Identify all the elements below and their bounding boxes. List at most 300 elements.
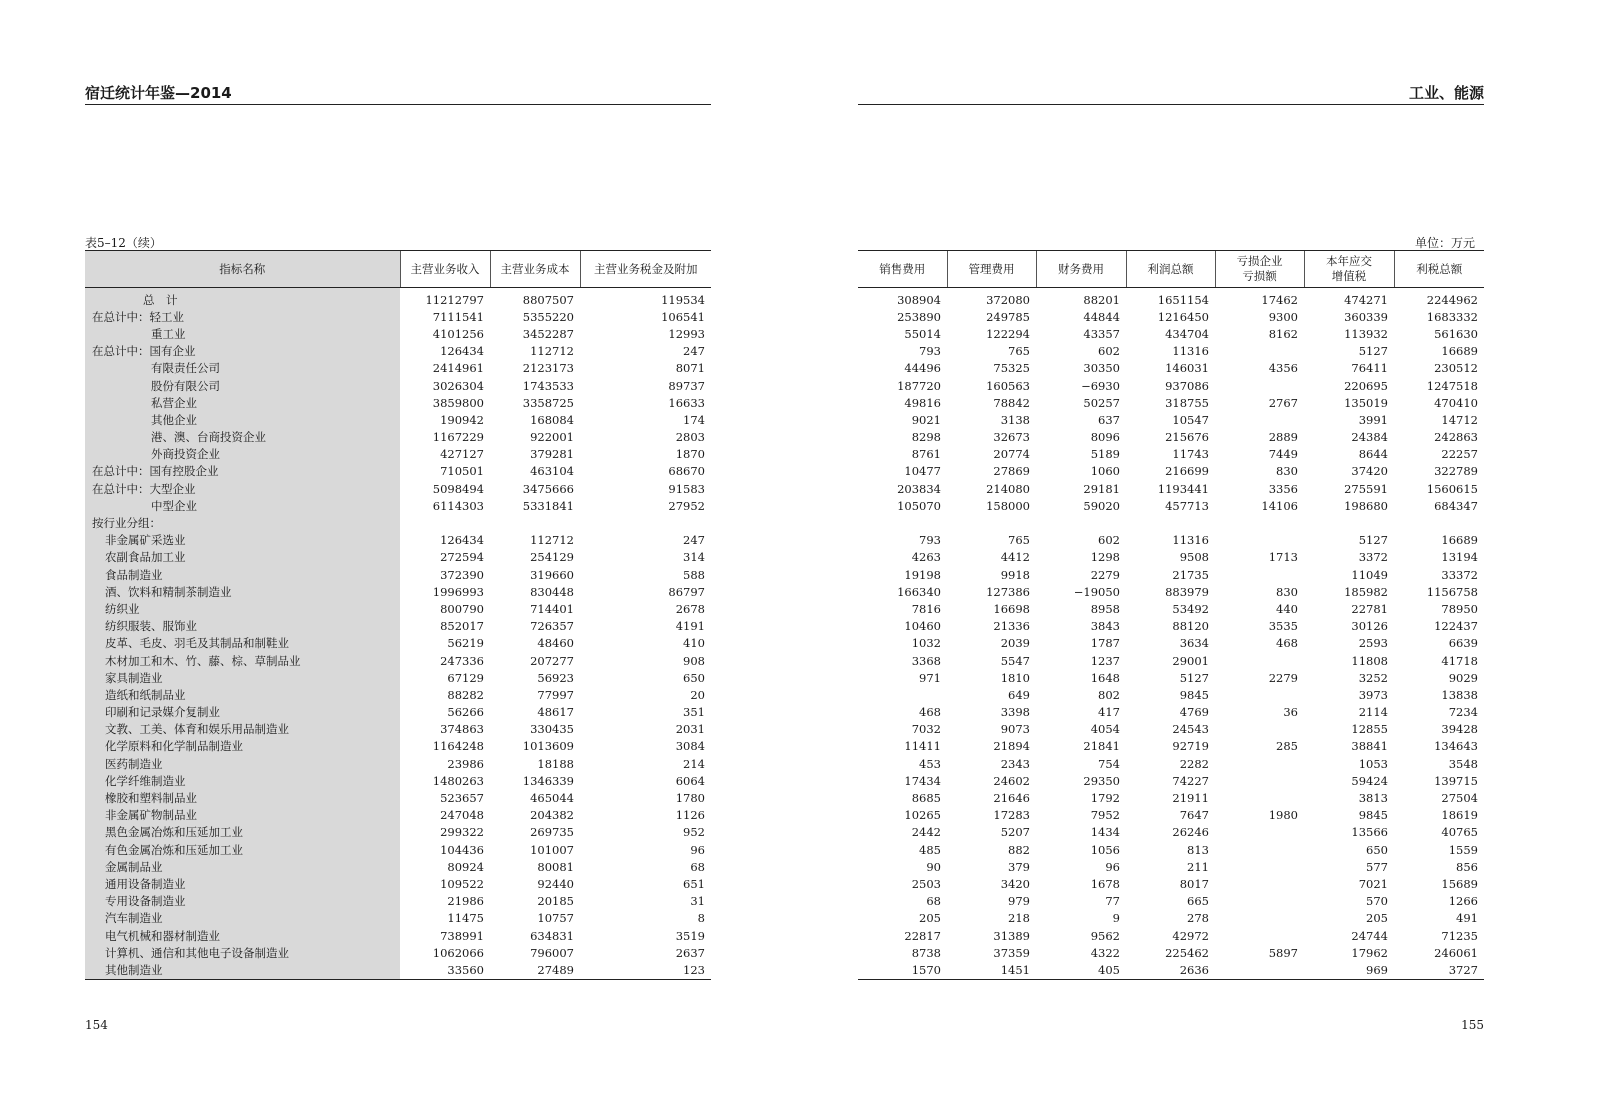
value-cell bbox=[1215, 514, 1304, 531]
value-cell: 1683332 bbox=[1426, 309, 1478, 324]
value-cell: 1060 bbox=[1090, 464, 1120, 479]
value-cell: 1247518 bbox=[1426, 378, 1478, 393]
value-cell: 8 bbox=[697, 911, 705, 926]
value-cell: 92440 bbox=[537, 876, 574, 891]
table-row bbox=[85, 944, 711, 961]
value-cell: 113932 bbox=[1344, 326, 1388, 341]
value-cell: 12855 bbox=[1351, 722, 1388, 737]
value-cell: 852017 bbox=[440, 619, 484, 634]
value-cell: 374863 bbox=[440, 722, 484, 737]
indicator-name: 港、澳、台商投资企业 bbox=[85, 429, 400, 446]
value-cell bbox=[1215, 858, 1304, 875]
table-row bbox=[85, 549, 711, 566]
value-cell: 8017 bbox=[1179, 876, 1209, 891]
header-rule-right bbox=[858, 104, 1484, 105]
value-cell: 105070 bbox=[897, 498, 941, 513]
indicator-name: 在总计中：轻工业 bbox=[85, 308, 400, 325]
value-cell: 112712 bbox=[530, 344, 574, 359]
value-cell: 56266 bbox=[447, 705, 484, 720]
indicator-name: 黑色金属冶炼和压延加工业 bbox=[85, 824, 400, 841]
value-cell: 190942 bbox=[440, 412, 484, 427]
value-cell: 372390 bbox=[440, 567, 484, 582]
value-cell: 5355220 bbox=[522, 309, 574, 324]
indicator-name: 中型企业 bbox=[85, 497, 400, 514]
value-cell: 2767 bbox=[1268, 395, 1298, 410]
value-cell: 5098494 bbox=[432, 481, 484, 496]
value-cell: 649 bbox=[1008, 687, 1030, 702]
value-cell: 4769 bbox=[1179, 705, 1209, 720]
value-cell: 1980 bbox=[1268, 808, 1298, 823]
value-cell: 230512 bbox=[1434, 361, 1478, 376]
value-cell: 3973 bbox=[1358, 687, 1388, 702]
indicator-name: 纺织服装、服饰业 bbox=[85, 618, 400, 635]
table-row bbox=[858, 824, 1484, 841]
value-cell: 24602 bbox=[993, 773, 1030, 788]
value-cell: 27504 bbox=[1441, 791, 1478, 806]
value-cell: 2282 bbox=[1179, 756, 1209, 771]
value-cell: 55014 bbox=[904, 326, 941, 341]
value-cell: 3372 bbox=[1358, 550, 1388, 565]
value-cell: 7449 bbox=[1268, 447, 1298, 462]
value-cell: 278 bbox=[1187, 911, 1209, 926]
table-row bbox=[85, 360, 711, 377]
table-row bbox=[858, 772, 1484, 789]
value-cell: 91583 bbox=[668, 481, 705, 496]
value-cell: 43357 bbox=[1083, 326, 1120, 341]
value-cell: 22817 bbox=[904, 928, 941, 943]
table-row bbox=[85, 927, 711, 944]
value-cell: 139715 bbox=[1434, 773, 1478, 788]
column-header: 财务费用 bbox=[1036, 251, 1126, 288]
table-row bbox=[858, 514, 1484, 531]
value-cell bbox=[1215, 411, 1304, 428]
value-cell: 8298 bbox=[911, 430, 941, 445]
value-cell: 2279 bbox=[1268, 670, 1298, 685]
value-cell: 2636 bbox=[1126, 961, 1215, 979]
value-cell: 11808 bbox=[1351, 653, 1388, 668]
value-cell: 3420 bbox=[1000, 876, 1030, 891]
value-cell: 123 bbox=[580, 961, 711, 979]
value-cell: 405 bbox=[1036, 961, 1126, 979]
value-cell: 269735 bbox=[530, 825, 574, 840]
value-cell: 570 bbox=[1366, 894, 1388, 909]
left-data-table bbox=[85, 250, 711, 980]
value-cell: 19198 bbox=[904, 567, 941, 582]
indicator-name: 按行业分组： bbox=[85, 514, 400, 531]
value-cell: 2803 bbox=[675, 430, 705, 445]
value-cell: 7647 bbox=[1179, 808, 1209, 823]
column-header: 本年应交 增值税 bbox=[1304, 251, 1394, 288]
value-cell: 4191 bbox=[675, 619, 705, 634]
value-cell: 10460 bbox=[904, 619, 941, 634]
value-cell: 216699 bbox=[1165, 464, 1209, 479]
indicator-name: 化学纤维制造业 bbox=[85, 772, 400, 789]
value-cell bbox=[1394, 514, 1484, 531]
value-cell: 793 bbox=[919, 533, 941, 548]
value-cell: 1451 bbox=[947, 961, 1036, 979]
indicator-name: 其他制造业 bbox=[85, 961, 400, 979]
value-cell: 9508 bbox=[1179, 550, 1209, 565]
value-cell: 22257 bbox=[1441, 447, 1478, 462]
indicator-name: 在总计中：大型企业 bbox=[85, 480, 400, 497]
value-cell bbox=[400, 514, 490, 531]
value-cell: 80924 bbox=[447, 859, 484, 874]
value-cell: 30126 bbox=[1351, 619, 1388, 634]
value-cell: −6930 bbox=[1081, 378, 1120, 393]
table-row bbox=[858, 704, 1484, 721]
table-row bbox=[858, 549, 1484, 566]
value-cell: 1810 bbox=[1000, 670, 1030, 685]
value-cell: 1480263 bbox=[432, 773, 484, 788]
value-cell: 1126 bbox=[675, 808, 705, 823]
table-row bbox=[85, 824, 711, 841]
table-row bbox=[858, 875, 1484, 892]
value-cell: 3452287 bbox=[522, 326, 574, 341]
value-cell bbox=[1215, 532, 1304, 549]
indicator-name: 在总计中：国有企业 bbox=[85, 343, 400, 360]
value-cell: 588 bbox=[683, 567, 705, 582]
indicator-name: 印刷和记录媒介复制业 bbox=[85, 704, 400, 721]
value-cell: 88282 bbox=[447, 687, 484, 702]
value-cell: 410 bbox=[683, 636, 705, 651]
value-cell: 31389 bbox=[993, 928, 1030, 943]
value-cell: 68 bbox=[926, 894, 941, 909]
value-cell: 112712 bbox=[530, 533, 574, 548]
table-row bbox=[85, 635, 711, 652]
value-cell: 1013609 bbox=[522, 739, 574, 754]
value-cell: 10477 bbox=[904, 464, 941, 479]
value-cell bbox=[1215, 910, 1304, 927]
value-cell: 17283 bbox=[993, 808, 1030, 823]
value-cell: 67129 bbox=[447, 670, 484, 685]
value-cell: 127386 bbox=[986, 584, 1030, 599]
value-cell: 7234 bbox=[1448, 705, 1478, 720]
value-cell: 44844 bbox=[1083, 309, 1120, 324]
value-cell: 204382 bbox=[530, 808, 574, 823]
value-cell bbox=[1215, 927, 1304, 944]
value-cell: 1062066 bbox=[432, 945, 484, 960]
value-cell: 650 bbox=[683, 670, 705, 685]
value-cell: 253890 bbox=[897, 309, 941, 324]
value-cell: 830 bbox=[1276, 584, 1298, 599]
value-cell: 42972 bbox=[1172, 928, 1209, 943]
value-cell: 3398 bbox=[1000, 705, 1030, 720]
value-cell: 684347 bbox=[1434, 498, 1478, 513]
value-cell: 1792 bbox=[1090, 791, 1120, 806]
value-cell: 214 bbox=[683, 756, 705, 771]
value-cell: 457713 bbox=[1165, 498, 1209, 513]
table-row bbox=[85, 583, 711, 600]
value-cell: 4054 bbox=[1090, 722, 1120, 737]
value-cell: 1237 bbox=[1090, 653, 1120, 668]
value-cell: 485 bbox=[919, 842, 941, 857]
table-row bbox=[858, 944, 1484, 961]
value-cell: 830448 bbox=[530, 584, 574, 599]
value-cell: 9845 bbox=[1358, 808, 1388, 823]
value-cell: 16698 bbox=[993, 601, 1030, 616]
value-cell: 146031 bbox=[1165, 361, 1209, 376]
value-cell bbox=[1215, 652, 1304, 669]
value-cell: 166340 bbox=[897, 584, 941, 599]
value-cell: 53492 bbox=[1172, 601, 1209, 616]
value-cell: 1996993 bbox=[432, 584, 484, 599]
value-cell: 577 bbox=[1366, 859, 1388, 874]
value-cell: 21336 bbox=[993, 619, 1030, 634]
value-cell bbox=[1215, 961, 1304, 979]
value-cell: 1167229 bbox=[432, 430, 484, 445]
table-row bbox=[858, 652, 1484, 669]
table-row bbox=[858, 411, 1484, 428]
value-cell: 9300 bbox=[1268, 309, 1298, 324]
indicator-name: 股份有限公司 bbox=[85, 377, 400, 394]
table-row bbox=[858, 961, 1484, 979]
value-cell: 5127 bbox=[1358, 344, 1388, 359]
value-cell: 96 bbox=[690, 842, 705, 857]
value-cell: 16689 bbox=[1441, 344, 1478, 359]
value-cell: 13838 bbox=[1441, 687, 1478, 702]
value-cell: 2123173 bbox=[522, 361, 574, 376]
page-number-right: 155 bbox=[1461, 1018, 1484, 1032]
value-cell: 2593 bbox=[1358, 636, 1388, 651]
value-cell: 158000 bbox=[986, 498, 1030, 513]
value-cell: 211 bbox=[1187, 859, 1209, 874]
value-cell: 322789 bbox=[1434, 464, 1478, 479]
value-cell: 17434 bbox=[904, 773, 941, 788]
value-cell: 561630 bbox=[1434, 326, 1478, 341]
value-cell bbox=[1215, 721, 1304, 738]
value-cell: 3252 bbox=[1358, 670, 1388, 685]
value-cell: 3548 bbox=[1448, 756, 1478, 771]
value-cell: 738991 bbox=[440, 928, 484, 943]
value-cell: 5127 bbox=[1179, 670, 1209, 685]
value-cell: 21894 bbox=[993, 739, 1030, 754]
value-cell: 351 bbox=[683, 705, 705, 720]
value-cell: 205 bbox=[1366, 911, 1388, 926]
value-cell bbox=[1215, 824, 1304, 841]
value-cell: 11049 bbox=[1351, 567, 1388, 582]
indicator-name: 造纸和纸制品业 bbox=[85, 686, 400, 703]
value-cell: 14106 bbox=[1261, 498, 1298, 513]
table-row bbox=[85, 394, 711, 411]
value-cell: 78842 bbox=[993, 395, 1030, 410]
value-cell bbox=[1215, 566, 1304, 583]
value-cell: 453 bbox=[919, 756, 941, 771]
value-cell: 11316 bbox=[1172, 533, 1209, 548]
value-cell: 765 bbox=[1008, 533, 1030, 548]
value-cell: 602 bbox=[1098, 533, 1120, 548]
indicator-name: 皮革、毛皮、羽毛及其制品和制鞋业 bbox=[85, 635, 400, 652]
value-cell: 1156758 bbox=[1426, 584, 1478, 599]
value-cell: 205 bbox=[919, 911, 941, 926]
value-cell: 318755 bbox=[1165, 395, 1209, 410]
value-cell: 174 bbox=[683, 412, 705, 427]
value-cell bbox=[1036, 514, 1126, 531]
value-cell: 203834 bbox=[897, 481, 941, 496]
value-cell: 1434 bbox=[1090, 825, 1120, 840]
value-cell: 796007 bbox=[530, 945, 574, 960]
value-cell: 952 bbox=[683, 825, 705, 840]
value-cell: 7952 bbox=[1090, 808, 1120, 823]
value-cell: 80081 bbox=[537, 859, 574, 874]
value-cell: 214080 bbox=[986, 481, 1030, 496]
value-cell: 1298 bbox=[1090, 550, 1120, 565]
value-cell: 2039 bbox=[1000, 636, 1030, 651]
table-row bbox=[858, 532, 1484, 549]
value-cell: 59020 bbox=[1083, 498, 1120, 513]
table-row bbox=[85, 325, 711, 342]
value-cell: 96 bbox=[1105, 859, 1120, 874]
value-cell: 979 bbox=[1008, 894, 1030, 909]
value-cell: 12993 bbox=[668, 326, 705, 341]
value-cell: 29350 bbox=[1083, 773, 1120, 788]
value-cell: 8807507 bbox=[522, 292, 574, 307]
value-cell: 5547 bbox=[1000, 653, 1030, 668]
value-cell: 3084 bbox=[675, 739, 705, 754]
value-cell bbox=[1215, 686, 1304, 703]
running-header-left: 宿迁统计年鉴—2014 bbox=[85, 84, 232, 102]
indicator-name: 橡胶和塑料制品业 bbox=[85, 789, 400, 806]
value-cell: 126434 bbox=[440, 344, 484, 359]
column-header: 主营业务税金及附加 bbox=[580, 251, 711, 288]
value-cell: 11316 bbox=[1172, 344, 1209, 359]
value-cell: 3519 bbox=[675, 928, 705, 943]
value-cell: 465044 bbox=[530, 791, 574, 806]
value-cell: 49816 bbox=[904, 395, 941, 410]
value-cell: 319660 bbox=[530, 567, 574, 582]
table-row bbox=[858, 910, 1484, 927]
indicator-name: 家具制造业 bbox=[85, 669, 400, 686]
value-cell: 308904 bbox=[897, 292, 941, 307]
value-cell: 440 bbox=[1276, 601, 1298, 616]
indicator-name: 文教、工美、体育和娱乐用品制造业 bbox=[85, 721, 400, 738]
value-cell: 17962 bbox=[1351, 945, 1388, 960]
table-row bbox=[858, 686, 1484, 703]
value-cell bbox=[1215, 789, 1304, 806]
value-cell: 2889 bbox=[1268, 430, 1298, 445]
value-cell: 3859800 bbox=[432, 395, 484, 410]
indicator-name: 纺织业 bbox=[85, 600, 400, 617]
value-cell: 9029 bbox=[1448, 670, 1478, 685]
value-cell: 3535 bbox=[1268, 619, 1298, 634]
table-row bbox=[85, 652, 711, 669]
value-cell bbox=[490, 514, 580, 531]
value-cell: 134643 bbox=[1434, 739, 1478, 754]
value-cell: 1053 bbox=[1358, 756, 1388, 771]
value-cell: 74227 bbox=[1172, 773, 1209, 788]
table-row bbox=[85, 600, 711, 617]
left-table-header bbox=[85, 251, 711, 288]
table-row bbox=[85, 497, 711, 514]
value-cell: 1559 bbox=[1448, 842, 1478, 857]
table-row bbox=[858, 635, 1484, 652]
table-row bbox=[85, 807, 711, 824]
value-cell: 36 bbox=[1283, 705, 1298, 720]
value-cell: 1648 bbox=[1090, 670, 1120, 685]
value-cell: 922001 bbox=[530, 430, 574, 445]
value-cell: 20 bbox=[690, 687, 705, 702]
page-number-left: 154 bbox=[85, 1018, 108, 1032]
value-cell: 48617 bbox=[537, 705, 574, 720]
indicator-name: 专用设备制造业 bbox=[85, 893, 400, 910]
column-header: 主营业务成本 bbox=[490, 251, 580, 288]
value-cell: 7816 bbox=[911, 601, 941, 616]
table-row bbox=[85, 618, 711, 635]
value-cell bbox=[1215, 841, 1304, 858]
value-cell: 468 bbox=[919, 705, 941, 720]
table-row bbox=[858, 308, 1484, 325]
value-cell: 24744 bbox=[1351, 928, 1388, 943]
value-cell: 275591 bbox=[1344, 481, 1388, 496]
value-cell: 651 bbox=[683, 876, 705, 891]
indicator-name: 有色金属冶炼和压延加工业 bbox=[85, 841, 400, 858]
value-cell: 27869 bbox=[993, 464, 1030, 479]
value-cell bbox=[1215, 893, 1304, 910]
value-cell: 33372 bbox=[1441, 567, 1478, 582]
table-row bbox=[85, 772, 711, 789]
value-cell: 23986 bbox=[447, 756, 484, 771]
value-cell: 2442 bbox=[911, 825, 941, 840]
value-cell: 491 bbox=[1456, 911, 1478, 926]
table-row bbox=[85, 377, 711, 394]
value-cell: 89737 bbox=[668, 378, 705, 393]
table-row bbox=[858, 429, 1484, 446]
value-cell: 187720 bbox=[897, 378, 941, 393]
value-cell: 5897 bbox=[1268, 945, 1298, 960]
table-row bbox=[858, 480, 1484, 497]
value-cell: 247 bbox=[683, 344, 705, 359]
value-cell: 15689 bbox=[1441, 876, 1478, 891]
table-row bbox=[85, 532, 711, 549]
value-cell: 1266 bbox=[1448, 894, 1478, 909]
table-row bbox=[85, 288, 711, 309]
value-cell: 13194 bbox=[1441, 550, 1478, 565]
value-cell: 24384 bbox=[1351, 430, 1388, 445]
table-row bbox=[85, 566, 711, 583]
value-cell: 3843 bbox=[1090, 619, 1120, 634]
table-row bbox=[858, 738, 1484, 755]
value-cell: 3727 bbox=[1394, 961, 1484, 979]
value-cell: 59424 bbox=[1351, 773, 1388, 788]
table-row bbox=[85, 910, 711, 927]
value-cell: 417 bbox=[1098, 705, 1120, 720]
table-row bbox=[85, 704, 711, 721]
value-cell bbox=[858, 686, 947, 703]
table-row bbox=[85, 841, 711, 858]
column-header: 销售费用 bbox=[858, 251, 947, 288]
value-cell: 3356 bbox=[1268, 481, 1298, 496]
table-row bbox=[85, 755, 711, 772]
value-cell: 379 bbox=[1008, 859, 1030, 874]
value-cell: 3358725 bbox=[522, 395, 574, 410]
value-cell: 3813 bbox=[1358, 791, 1388, 806]
value-cell: 8071 bbox=[675, 361, 705, 376]
value-cell: 8644 bbox=[1358, 447, 1388, 462]
value-cell: 109522 bbox=[440, 876, 484, 891]
value-cell bbox=[1215, 875, 1304, 892]
value-cell: 468 bbox=[1276, 636, 1298, 651]
indicator-name: 化学原料和化学制品制造业 bbox=[85, 738, 400, 755]
value-cell: 198680 bbox=[1344, 498, 1388, 513]
table-row bbox=[858, 893, 1484, 910]
value-cell: 33560 bbox=[400, 961, 490, 979]
table-row bbox=[85, 738, 711, 755]
value-cell: 2244962 bbox=[1426, 292, 1478, 307]
right-data-table bbox=[858, 250, 1484, 980]
indicator-name: 汽车制造业 bbox=[85, 910, 400, 927]
value-cell: 247336 bbox=[440, 653, 484, 668]
value-cell: 3138 bbox=[1000, 412, 1030, 427]
table-row bbox=[858, 669, 1484, 686]
